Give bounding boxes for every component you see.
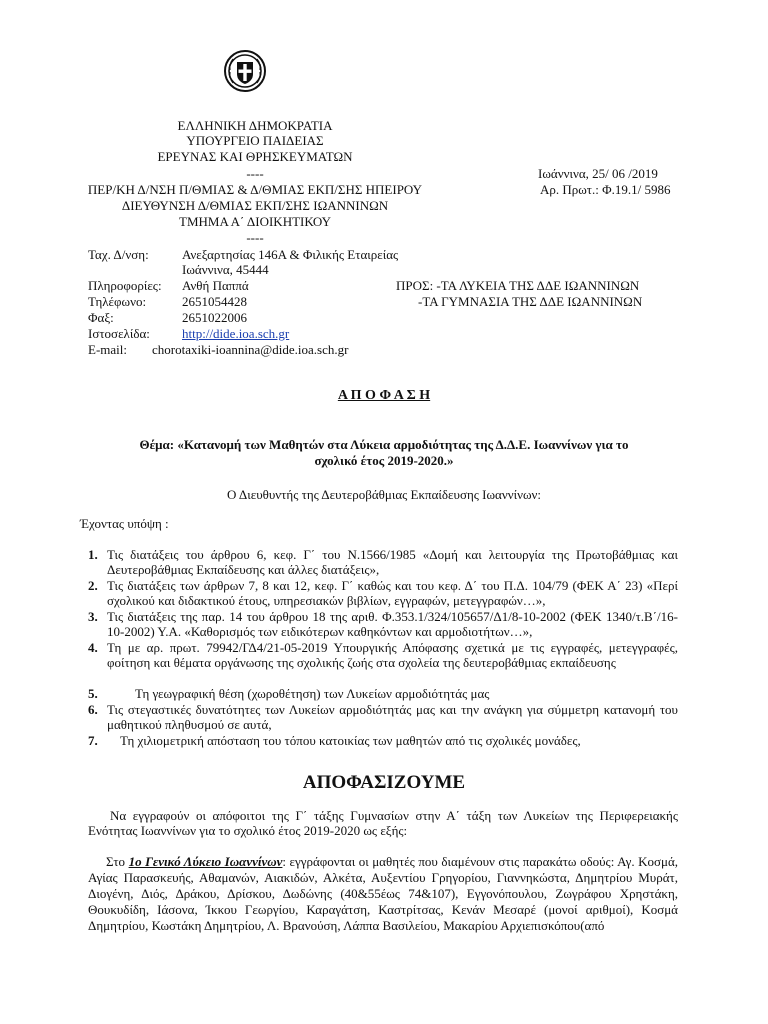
- department: ΤΜΗΜΑ Α΄ ΔΙΟΙΚΗΤΙΚΟΥ: [179, 214, 331, 229]
- considering-label: Έχοντας υπόψη :: [80, 516, 169, 531]
- school-name: 1ο Γενικό Λύκειο Ιωαννίνων: [128, 854, 283, 869]
- list-item: Τη χιλιομετρική απόσταση του τόπου κατοικίας των μαθητών από τις σχολικές μονάδες,: [120, 733, 581, 748]
- list-item-number: 4.: [88, 640, 98, 655]
- separator-dash: ----: [246, 166, 264, 181]
- address-label: Ταχ. Δ/νση:: [88, 247, 149, 262]
- list-item: Τη με αρ. πρωτ. 79942/ΓΔ4/21-05-2019 Υπουργικής Απόφασης σχετικά με τις εγγραφές, μετεγγραφές, φοίτηση και θέματα οργάνωσης της σχολικής ζωής στα σχολεία της δευτεροβάθμιας εκπαίδευσης: [107, 640, 678, 670]
- republic-title: ΕΛΛΗΝΙΚΗ ΔΗΜΟΚΡΑΤΙΑ: [177, 118, 333, 133]
- regional-directorate: ΠΕΡ/ΚΗ Δ/ΝΣΗ Π/ΘΜΙΑΣ & Δ/ΘΜΙΑΣ ΕΚΠ/ΣΗΣ ΗΠΕΙΡΟΥ: [87, 182, 423, 197]
- document-date: Ιωάννινα, 25/ 06 /2019: [538, 166, 658, 181]
- resolution-heading: ΑΠΟΦΑΣΙΖΟΥΜΕ: [302, 772, 466, 793]
- directorate: ΔΙΕΥΘΥΝΣΗ Δ/ΘΜΙΑΣ ΕΚΠ/ΣΗΣ ΙΩΑΝΝΙΝΩΝ: [121, 198, 389, 213]
- separator-dash: ----: [246, 230, 264, 245]
- list-item: Τις διατάξεις των άρθρων 7, 8 και 12, κεφ. Γ΄ καθώς και του κεφ. Δ΄ του Π.Δ. 104/79 (ΦΕΚ Α΄ 23) «Περί σχολικού και διδακτικού έτους, υπηρεσιακών βιβλίων, εγγραφών, μετεγγραφών…»,: [107, 578, 678, 608]
- director-statement: Ο Διευθυντής της Δευτεροβάθμιας Εκπαίδευσης Ιωαννίνων:: [226, 487, 542, 502]
- address-line1: Ανεξαρτησίας 146Α & Φιλικής Εταιρείας: [182, 247, 399, 262]
- email-value: chorotaxiki-ioannina@dide.ioa.sch.gr: [152, 342, 349, 357]
- info-label: Πληροφορίες:: [88, 278, 162, 293]
- subject-line: σχολικό έτος 2019-2020.»: [314, 453, 454, 468]
- subject-line: Θέμα: «Κατανομή των Μαθητών στα Λύκεια αρμοδιότητας της Δ.Δ.Ε. Ιωαννίνων για το: [139, 437, 629, 452]
- list-item: Τις διατάξεις του άρθρου 6, κεφ. Γ΄ του Ν.1566/1985 «Δομή και λειτουργία της Πρωτοβάθμιας και Δευτεροβάθμιας Εκπαίδευσης και άλλες διατάξεις»,: [107, 547, 678, 577]
- resolution-intro: Να εγγραφούν οι απόφοιτοι της Γ΄ τάξης Γυμνασίων στην Α΄ τάξη των Λυκείων της Περιφερειακής Ενότητας Ιωαννίνων για το σχολικό έτος 2019-2020 ως εξής:: [88, 808, 678, 838]
- list-item-number: 1.: [88, 547, 98, 562]
- website-link[interactable]: http://dide.ioa.sch.gr: [182, 326, 290, 341]
- fax-value: 2651022006: [182, 310, 247, 325]
- school-streets: : εγγράφονται οι μαθητές που διαμένουν στις παρακάτω οδούς: Αγ. Κοσμά, Αγίας Παρασκευής, Αθαμανών, Αιακιδών, Αλκέτα, Αυξεντίου Γρηγορίου, Γιαννηκώστα, Δημητρίου Μυράτ, Διογένη, Διός, Δράκου, Δρίσκου, Δωδώνης (40&55έως 74&107), Εγγονόπουλου, Ζωγράφου Χρηστάκη, Θουκυδίδη, Ιάσονα, Ίκκου Γεωργίου, Καραγάτση, Καστρίτσας, Κενάν Μεσαρέ (μονοί αριθμοί), Κοσμά Δημητρίου, Κωστάκη Δημητρίου, Λ. Βρανούση, Λάππα Βασιλείου, Μακαρίου Αρχιεπισκόπου(από: [88, 854, 679, 933]
- address-line2: Ιωάννινα, 45444: [182, 262, 269, 277]
- ministry-subtitle: ΕΡΕΥΝΑΣ ΚΑΙ ΘΡΗΣΚΕΥΜΑΤΩΝ: [157, 149, 353, 164]
- email-label: E-mail:: [88, 342, 127, 357]
- info-value: Ανθή Παππά: [182, 278, 249, 293]
- list-item-number: 2.: [88, 578, 98, 593]
- list-item-number: 6.: [88, 702, 98, 717]
- greek-emblem-icon: [224, 50, 266, 92]
- recipient-gymnasiums: -ΤΑ ΓΥΜΝΑΣΙΑ ΤΗΣ ΔΔΕ ΙΩΑΝΝΙΝΩΝ: [418, 294, 643, 309]
- list-item-number: 5.: [88, 686, 98, 701]
- decision-heading: Α Π Ο Φ Α Σ Η: [337, 388, 431, 403]
- phone-value: 2651054428: [182, 294, 247, 309]
- protocol-number: Αρ. Πρωτ.: Φ.19.1/ 5986: [540, 182, 671, 197]
- phone-label: Τηλέφωνο:: [88, 294, 147, 309]
- list-item: Τις διατάξεις της παρ. 14 του άρθρου 18 της αριθ. Φ.353.1/324/105657/Δ1/8-10-2002 (ΦΕΚ 1340/τ.Β΄/16-10-2002) Υ.Α. «Καθορισμός των ειδικότερων καθηκόντων και αρμοδιοτήτων…»,: [107, 609, 678, 639]
- website-label: Ιστοσελίδα:: [88, 326, 150, 341]
- school-prefix: Στο: [106, 854, 126, 869]
- list-item-number: 3.: [88, 609, 98, 624]
- list-item: Τη γεωγραφική θέση (χωροθέτηση) των Λυκείων αρμοδιότητάς μας: [135, 686, 490, 701]
- ministry-title: ΥΠΟΥΡΓΕΙΟ ΠΑΙΔΕΙΑΣ: [186, 133, 324, 148]
- school-allocation-paragraph: [88, 854, 678, 934]
- recipient-lyceums: ΠΡΟΣ: -ΤΑ ΛΥΚΕΙΑ ΤΗΣ ΔΔΕ ΙΩΑΝΝΙΝΩΝ: [396, 278, 640, 293]
- list-item-number: 7.: [88, 733, 98, 748]
- list-item: Τις στεγαστικές δυνατότητες των Λυκείων αρμοδιότητάς μας και την ανάγκη για σύμμετρη κατανομή του μαθητικού πληθυσμού σε αυτά,: [107, 702, 678, 732]
- fax-label: Φαξ:: [88, 310, 114, 325]
